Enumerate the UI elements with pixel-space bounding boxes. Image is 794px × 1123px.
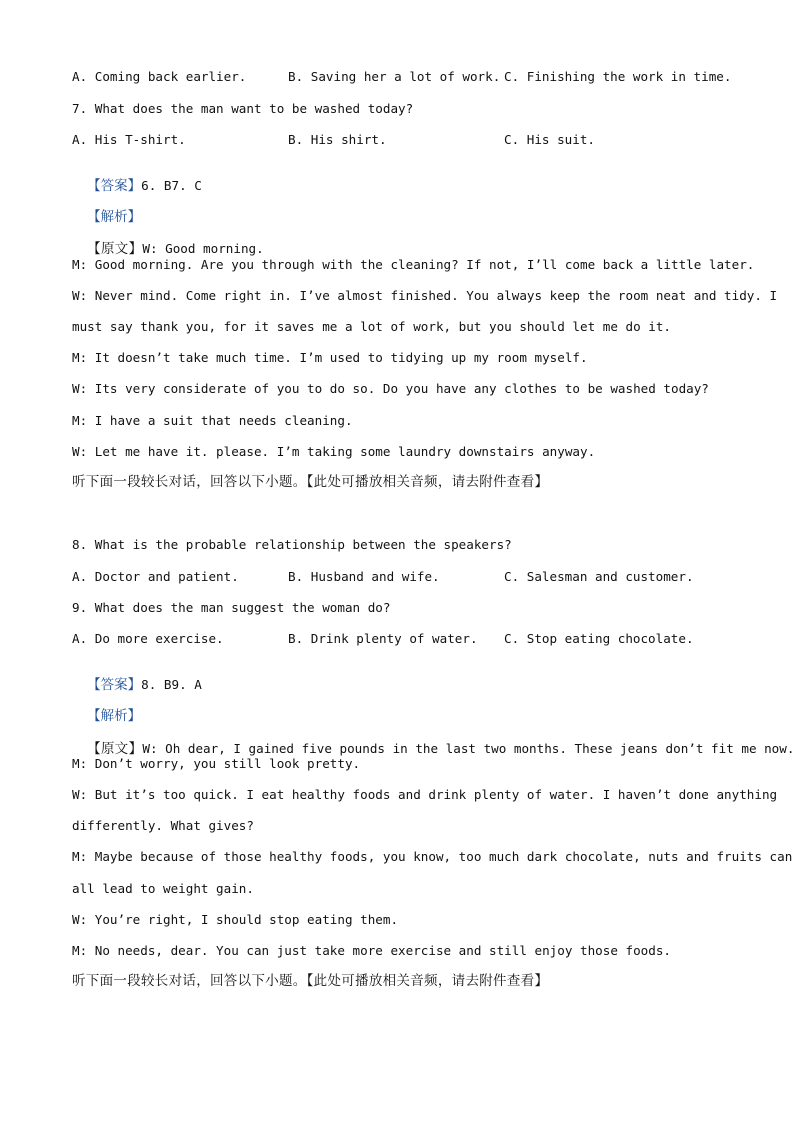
q8-options: [72, 569, 732, 585]
q7-option-c: C. His suit.: [504, 132, 595, 147]
transcript-line: must say thank you, for it saves me a lot of work, but you should let me do it.: [72, 319, 671, 334]
transcript-line: [72, 225, 264, 257]
transcript-line: M: Don’t worry, you still look pretty.: [72, 756, 361, 771]
q7-option-a: A. His T-shirt.: [72, 132, 186, 147]
analysis-tag: 【解析】: [87, 708, 142, 724]
transcript-line: M: It doesn’t take much time. I’m used to tidying up my room myself.: [72, 350, 588, 365]
answer-line-2: [72, 661, 202, 693]
answer-text: 8. B9. A: [141, 677, 202, 692]
transcript-line: differently. What gives?: [72, 818, 254, 833]
q6-option-c: C. Finishing the work in time.: [504, 69, 732, 84]
q8-option-b: B. Husband and wife.: [288, 569, 440, 584]
q6-option-a: A. Coming back earlier.: [72, 69, 247, 84]
q8-option-c: C. Salesman and customer.: [504, 569, 694, 584]
analysis-heading-1: [72, 193, 141, 225]
listening-instruction: 听下面一段较长对话，回答以下小题。【此处可播放相关音频，请去附件查看】: [72, 474, 549, 490]
transcript-text: W: Oh dear, I gained five pounds in the last two months. These jeans don’t fit me now.: [142, 741, 794, 756]
transcript-text: W: Good morning.: [142, 241, 264, 256]
transcript-line: M: I have a suit that needs cleaning.: [72, 413, 353, 428]
q9-option-b: B. Drink plenty of water.: [288, 631, 478, 646]
transcript-line: M: Good morning. Are you through with the cleaning? If not, I’ll come back a little later.: [72, 257, 755, 272]
original-tag: 【原文】: [87, 741, 143, 757]
q6-options: [72, 69, 732, 85]
q7-question: 7. What does the man want to be washed today?: [72, 101, 414, 116]
q9-question: 9. What does the man suggest the woman do?: [72, 600, 391, 615]
analysis-tag: 【解析】: [87, 209, 142, 225]
q9-options: [72, 631, 732, 647]
transcript-line: M: No needs, dear. You can just take more exercise and still enjoy those foods.: [72, 943, 671, 958]
q6-option-b: B. Saving her a lot of work.: [288, 69, 501, 84]
transcript-line: W: Never mind. Come right in. I’ve almost finished. You always keep the room neat and tidy. I: [72, 288, 778, 303]
q8-question: 8. What is the probable relationship between the speakers?: [72, 537, 512, 552]
answer-line-1: [72, 162, 202, 194]
transcript-line: [72, 725, 794, 757]
answer-tag: 【答案】: [87, 178, 142, 194]
q9-option-a: A. Do more exercise.: [72, 631, 224, 646]
transcript-line: W: Let me have it. please. I’m taking some laundry downstairs anyway.: [72, 444, 596, 459]
listening-instruction: 听下面一段较长对话，回答以下小题。【此处可播放相关音频，请去附件查看】: [72, 973, 549, 989]
original-tag: 【原文】: [87, 241, 143, 257]
answer-tag: 【答案】: [87, 677, 142, 693]
q7-options: [72, 132, 732, 148]
analysis-heading-2: [72, 692, 141, 724]
transcript-line: W: But it’s too quick. I eat healthy foods and drink plenty of water. I haven’t done anything: [72, 787, 778, 802]
answer-text: 6. B7. C: [141, 178, 202, 193]
transcript-line: M: Maybe because of those healthy foods, you know, too much dark chocolate, nuts and fruits can: [72, 849, 793, 864]
q8-option-a: A. Doctor and patient.: [72, 569, 239, 584]
transcript-line: W: Its very considerate of you to do so. Do you have any clothes to be washed today?: [72, 381, 709, 396]
q7-option-b: B. His shirt.: [288, 132, 387, 147]
q9-option-c: C. Stop eating chocolate.: [504, 631, 694, 646]
transcript-line: all lead to weight gain.: [72, 881, 254, 896]
transcript-line: W: You’re right, I should stop eating them.: [72, 912, 399, 927]
